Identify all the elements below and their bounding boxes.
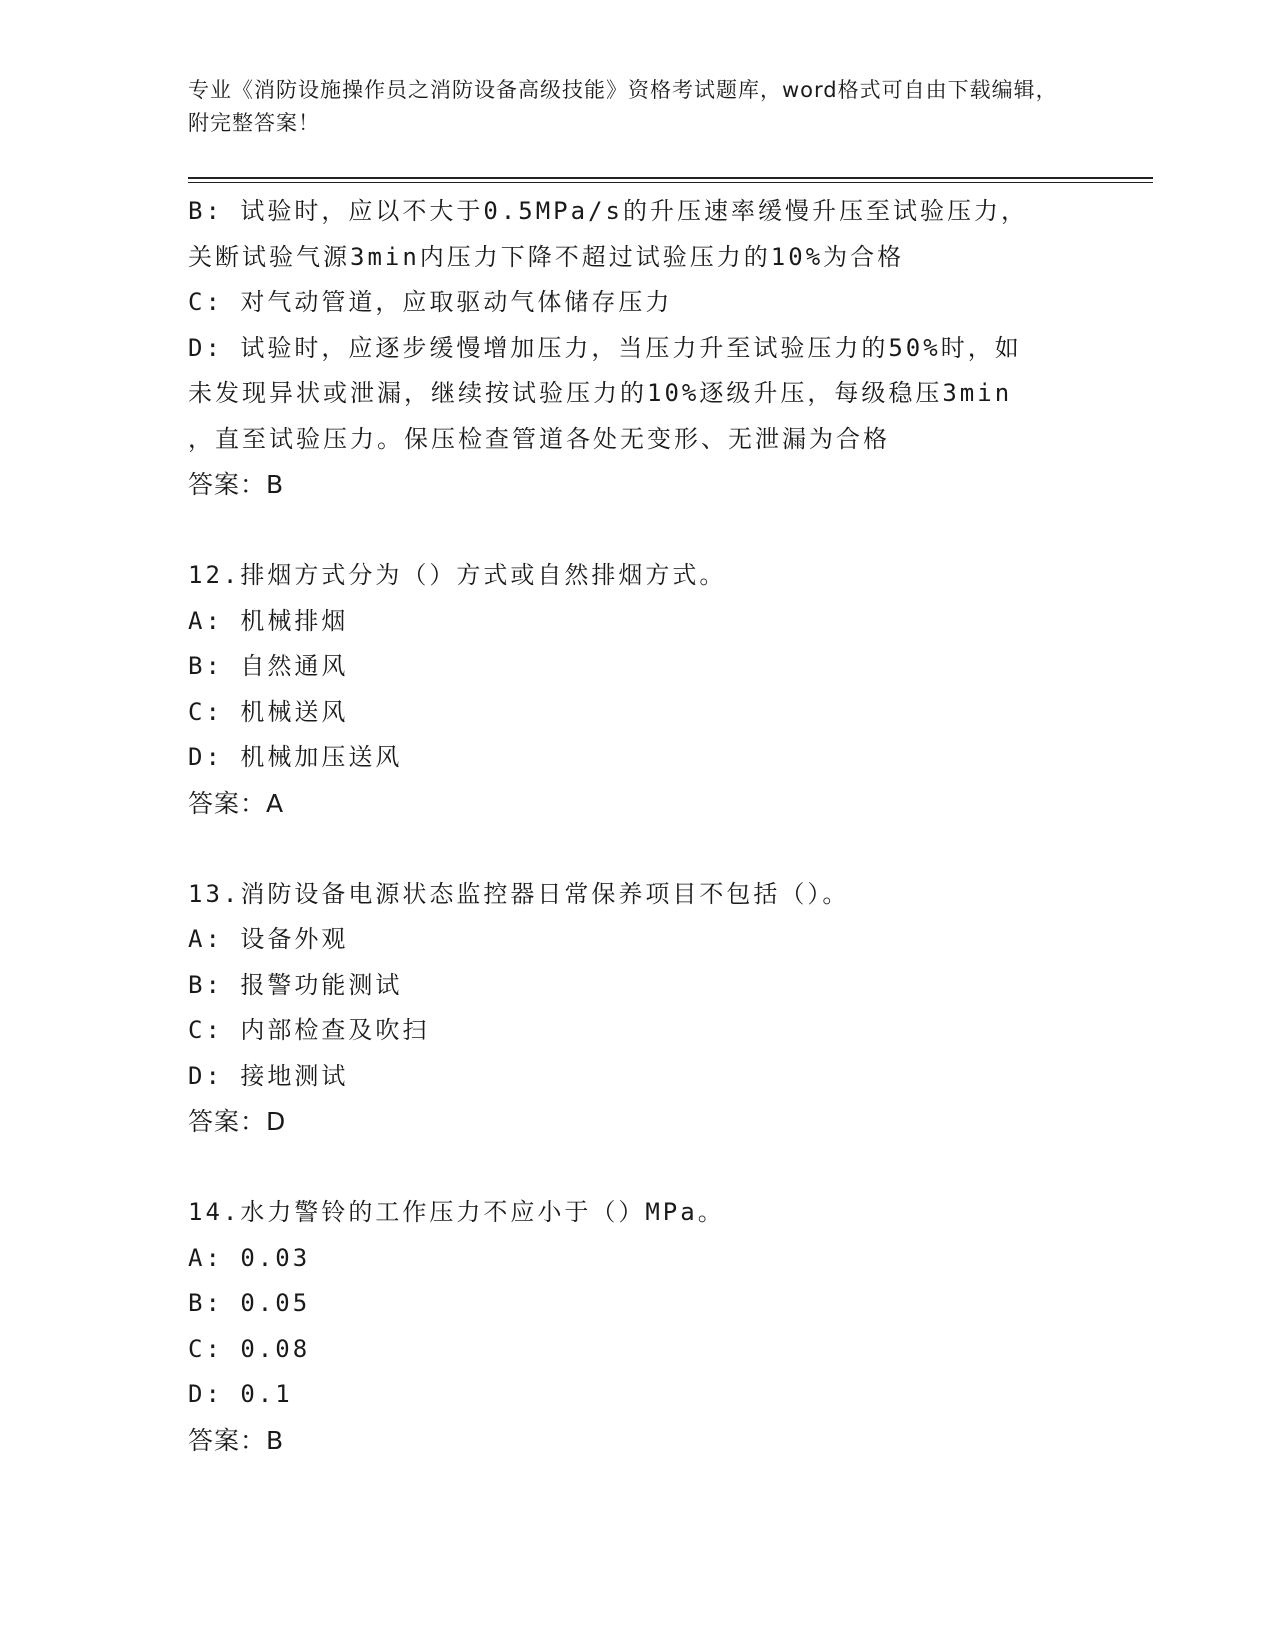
answer: 答案：D bbox=[188, 1107, 287, 1136]
option-c: C: 对气动管道，应取驱动气体储存压力 bbox=[188, 288, 673, 316]
answer: 答案：B bbox=[188, 1425, 285, 1455]
option-a: A: 设备外观 bbox=[188, 925, 349, 953]
spacer bbox=[188, 508, 1088, 554]
option-a: A: 0.03 bbox=[188, 1243, 311, 1272]
option-c: C: 内部检查及吹扫 bbox=[188, 1016, 430, 1044]
option-b: B: 0.05 bbox=[188, 1289, 311, 1317]
spacer bbox=[188, 826, 1088, 872]
answer: 答案：B bbox=[188, 470, 285, 499]
option-b-continued: 关断试验气源3min内压力下降不超过试验压力的10%为合格 bbox=[188, 242, 905, 271]
option-d-continued: 未发现异状或泄漏，继续按试验压力的10%逐级升压，每级稳压3min bbox=[188, 379, 1013, 407]
option-b: B: 报警功能测试 bbox=[188, 970, 403, 999]
option-c: C: 机械送风 bbox=[188, 697, 349, 726]
spacer bbox=[188, 1145, 1088, 1191]
option-d: D: 试验时，应逐步缓慢增加压力，当压力升至试验压力的50%时，如 bbox=[188, 333, 1022, 362]
option-d: D: 0.1 bbox=[188, 1380, 293, 1408]
question-14 bbox=[188, 1190, 1088, 1463]
option-b: B: 试验时，应以不大于0.5MPa/s的升压速率缓慢升压至试验压力， bbox=[188, 197, 1028, 225]
question-11 bbox=[188, 189, 1088, 508]
question-list bbox=[188, 189, 1088, 1463]
question-text: 14.水力警铃的工作压力不应小于（）MPa。 bbox=[188, 1198, 725, 1226]
option-d: D: 机械加压送风 bbox=[188, 743, 403, 771]
option-d: D: 接地测试 bbox=[188, 1061, 349, 1090]
option-a: A: 机械排烟 bbox=[188, 606, 349, 635]
answer: 答案：A bbox=[188, 788, 285, 818]
question-text: 12.排烟方式分为（）方式或自然排烟方式。 bbox=[188, 561, 727, 589]
header-rule-thick bbox=[188, 177, 1153, 179]
question-13 bbox=[188, 872, 1088, 1145]
option-b: B: 自然通风 bbox=[188, 652, 349, 680]
option-c: C: 0.08 bbox=[188, 1334, 311, 1363]
option-d-continued-2: ，直至试验压力。保压检查管道各处无变形、无泄漏为合格 bbox=[188, 424, 890, 453]
question-text: 13.消防设备电源状态监控器日常保养项目不包括（）。 bbox=[188, 879, 850, 908]
question-12 bbox=[188, 553, 1088, 826]
header-rule-thin bbox=[188, 182, 1153, 183]
document-header: 专业《消防设施操作员之消防设备高级技能》资格考试题库，word格式可自由下载编辑，附完整答案！ bbox=[188, 78, 1058, 135]
